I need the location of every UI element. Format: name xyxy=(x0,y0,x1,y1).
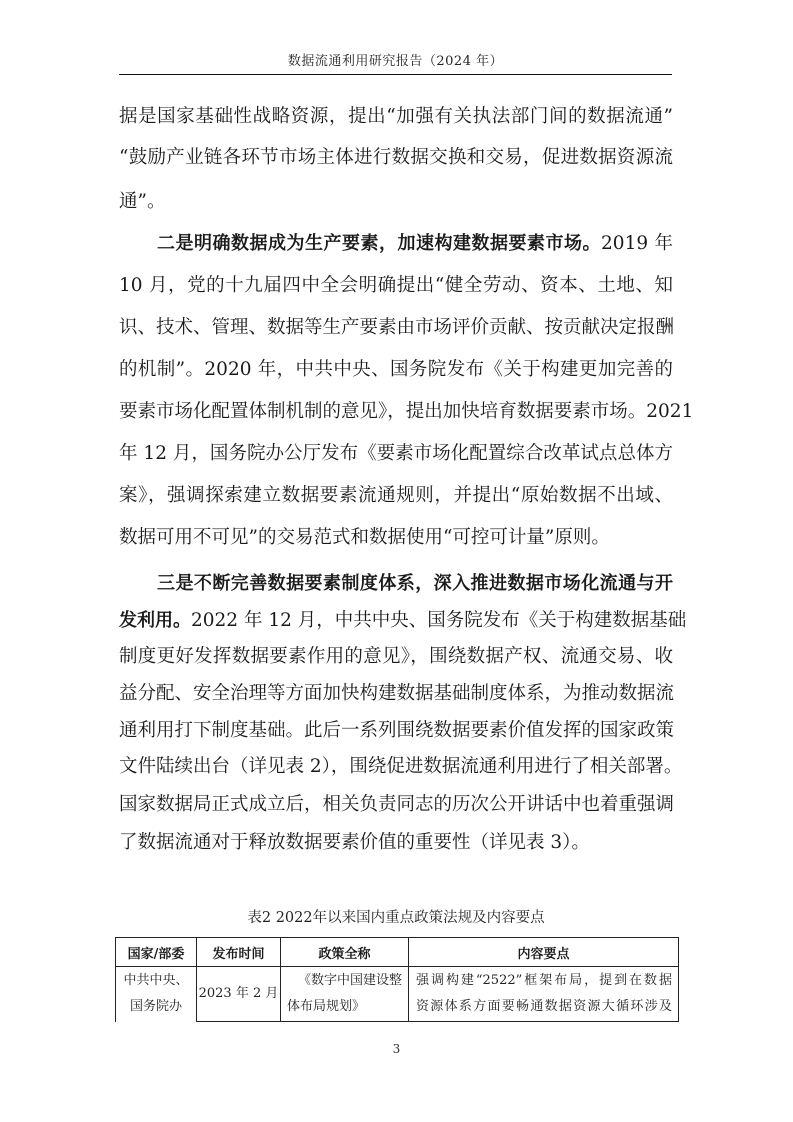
line-text: 了数据流通对于释放数据要素价值的重要性（详见表 3）。 xyxy=(119,832,590,853)
paragraph-line xyxy=(119,355,673,385)
line-text: 的机制”。2020 年，中共中央、国务院发布《关于构建更加完善的 xyxy=(119,359,673,380)
bold-lead: 三是不断完善数据要素制度体系，深入推进数据市场化流通与开 xyxy=(157,573,673,594)
line-text: 通利用打下制度基础。此后一系列围绕数据要素价值发挥的国家政策 xyxy=(119,720,675,741)
line-text: 识、技术、管理、数据等生产要素由市场评价贡献、按贡献决定报酬 xyxy=(119,317,675,338)
paragraph-line xyxy=(119,397,694,427)
running-header: 数据流通利用研究报告（2024 年） xyxy=(287,54,504,69)
line-text: 通”。 xyxy=(119,191,166,212)
paragraph-line xyxy=(157,229,673,259)
policy-table xyxy=(115,937,679,1022)
bold-lead: 二是明确数据成为生产要素，加速构建数据要素市场。 xyxy=(157,233,602,254)
paragraph-line xyxy=(119,606,687,636)
paragraph-line xyxy=(119,716,673,746)
line-text: 年 12 月，国务院办公厅发布《要素市场化配置综合改革试点总体方 xyxy=(119,443,673,464)
column-header-date: 发布时间 xyxy=(197,938,281,967)
line-text: 要素市场化配置体制机制的意见》，提出加快培育数据要素市场。2021 xyxy=(119,401,694,422)
column-header-policy-name: 政策全称 xyxy=(281,938,409,967)
cell-org xyxy=(116,967,197,1022)
column-header-content: 内容要点 xyxy=(409,938,679,967)
paragraph-line xyxy=(119,679,673,709)
line-text: 国家数据局正式成立后，相关负责同志的历次公开讲话中也着重强调 xyxy=(119,794,675,815)
line-text: 益分配、安全治理等方面加快构建数据基础制度体系，为推动数据流 xyxy=(119,683,675,704)
cell-line: 《数字中国建设整 xyxy=(297,973,402,988)
cell-line: 国务院办 xyxy=(129,999,182,1015)
line-text: 案》，强调探索建立数据要素流通规则，并提出“原始数据不出域、 xyxy=(119,485,673,506)
line-text: “鼓励产业链各环节市场主体进行数据交换和交易，促进数据资源流 xyxy=(119,147,673,168)
paragraph-line xyxy=(119,187,673,217)
paragraph-line xyxy=(119,828,673,858)
cell-policy-name xyxy=(281,967,409,1022)
paragraph-line xyxy=(119,143,673,173)
paragraph-line xyxy=(119,523,673,553)
paragraph-line xyxy=(119,790,673,820)
line-text: 数据可用不可见”的交易范式和数据使用“可控可计量”原则。 xyxy=(119,527,610,548)
line-text: 据是国家基础性战略资源，提出“加强有关执法部门间的数据流通” xyxy=(119,106,673,127)
page-number: 3 xyxy=(392,1042,401,1056)
table-row xyxy=(116,967,679,1022)
cell-line: 资源体系方面要畅通数据资源大循环涉及 xyxy=(416,999,672,1014)
line-text: 制度更好发挥数据要素作用的意见》，围绕数据产权、流通交易、收 xyxy=(119,646,673,667)
table-header-row xyxy=(116,938,679,967)
cell-content xyxy=(409,967,679,1022)
paragraph-line xyxy=(119,439,673,469)
line-text: 2022 年 12 月，中共中央、国务院发布《关于构建数据基础 xyxy=(191,610,687,631)
cell-line: 体布局规划》 xyxy=(287,999,366,1014)
paragraph-line xyxy=(119,271,673,301)
line-text: 10 月，党的十九届四中全会明确提出“健全劳动、资本、土地、知 xyxy=(119,275,673,296)
paragraph-line xyxy=(119,313,673,343)
table-caption: 表2 2022年以来国内重点政策法规及内容要点 xyxy=(247,910,545,926)
paragraph-line xyxy=(119,642,673,672)
header-rule xyxy=(119,74,672,75)
bold-lead: 发利用。 xyxy=(119,610,191,631)
line-text: 文件陆续出台（详见表 2），围绕促进数据流通利用进行了相关部署。 xyxy=(119,756,683,777)
paragraph-line xyxy=(119,752,683,782)
paragraph-line xyxy=(119,102,673,132)
cell-line: 中共中央、 xyxy=(123,973,189,989)
cell-date: 2023 年 2 月 xyxy=(197,967,281,1022)
column-header-org: 国家/部委 xyxy=(116,938,197,967)
line-text: 2019 年 xyxy=(601,233,673,254)
paragraph-line xyxy=(119,481,673,511)
paragraph-line xyxy=(157,569,673,599)
cell-line: 强调构建“2522”框架布局，提到在数据 xyxy=(416,973,672,988)
